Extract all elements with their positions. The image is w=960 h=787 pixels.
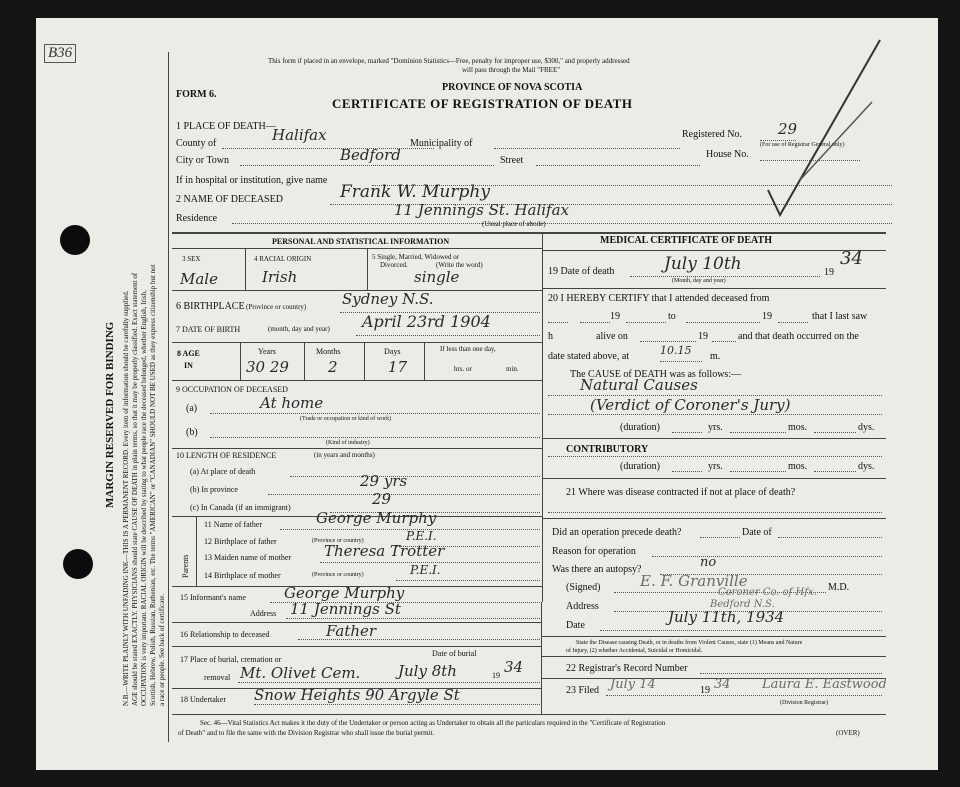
racial-origin-value: Irish <box>262 268 298 286</box>
municipality-label: Municipality of <box>410 138 473 149</box>
certify-from-year: 19 <box>610 311 620 322</box>
residence-label: Residence <box>176 213 218 224</box>
county-label: County of <box>176 138 217 149</box>
burial-date-value: July 8th <box>398 662 457 680</box>
name-of-deceased-value: Frank W. Murphy <box>340 182 490 202</box>
parents-label: Parents <box>181 554 190 578</box>
residence-a-label: (a) At place of death <box>190 467 256 476</box>
footer-line-1: Sec. 46—Vital Statistics Act makes it the duty of the Undertaker or person acting as Undertaker to obtain all the particulars required in the "Certificate of Registration <box>200 719 666 727</box>
undertaker-value: Snow Heights 90 Argyle St <box>254 686 460 704</box>
residence-c-value: 29 <box>372 490 392 508</box>
autopsy-label: Was there an autopsy? <box>552 564 642 575</box>
margin-note-3: OCCUPATION is very important. RACIAL ORIGIN will be described by stating to what people race the deceased belonged, whether English, Irish, <box>140 290 148 706</box>
mother-name-label: 13 Maiden name of mother <box>204 553 292 562</box>
certify-text: 20 I HEREBY CERTIFY that I attended deceased from <box>548 293 770 304</box>
province-heading: PROVINCE OF NOVA SCOTIA <box>442 82 583 93</box>
binding-hole-bottom <box>63 549 93 579</box>
dys-label-2: dys. <box>858 461 875 472</box>
months-label: Months <box>316 347 341 356</box>
signed-address-label: Address <box>566 601 599 612</box>
medical-heading: MEDICAL CERTIFICATE OF DEATH <box>600 235 772 246</box>
alive-on-label: alive on <box>596 331 628 342</box>
footer-line-2: of Death" and to file the same with the Division Registrar who shall issue the burial permit. <box>178 729 435 737</box>
relationship-label: 16 Relationship to deceased <box>180 630 270 639</box>
dob-value: April 23rd 1904 <box>362 312 491 331</box>
cause-value-2: (Verdict of Coroner's Jury) <box>590 396 791 414</box>
relationship-value: Father <box>326 622 377 640</box>
md-label: M.D. <box>828 582 850 593</box>
signed-date-value: July 11th, 1934 <box>668 608 785 626</box>
margin-rule <box>168 52 169 742</box>
informant-address-value: 11 Jennings St <box>290 600 401 618</box>
last-saw-label: that I last saw <box>812 311 868 322</box>
registered-value: 29 <box>778 120 798 138</box>
father-birthplace-note: (Province or country) <box>312 538 364 544</box>
registered-label: Registered No. <box>682 129 742 140</box>
informant-value: George Murphy <box>284 584 405 602</box>
street-label: Street <box>500 155 524 166</box>
signed-value: E. F. Granville <box>640 572 748 590</box>
date-of-death-label: 19 Date of death <box>548 266 615 277</box>
contracted-label: 21 Where was disease contracted if not at place of death? <box>566 487 796 498</box>
age-years-value: 30 29 <box>246 358 289 376</box>
mother-birthplace-note: (Province or country) <box>312 572 364 578</box>
binding-hole-top <box>60 225 90 255</box>
mother-birthplace-value: P.E.I. <box>410 563 441 577</box>
death-year-value: 34 <box>840 248 863 269</box>
birthplace-note: (Province or country) <box>246 303 307 311</box>
hospital-label: If in hospital or institution, give name <box>176 175 328 186</box>
burial-year-prefix: 19 <box>492 671 500 680</box>
name-of-deceased-label: 2 NAME OF DECEASED <box>176 194 283 205</box>
father-name-value: George Murphy <box>316 509 437 527</box>
mos-label-2: mos. <box>788 461 808 472</box>
years-label: Years <box>258 347 276 356</box>
stated-above-label: date stated above, at <box>548 351 630 362</box>
county-value: Halifax <box>272 126 327 144</box>
marital-note: (Write the word) <box>436 261 483 269</box>
occupation-a-value: At home <box>260 394 324 412</box>
informant-label: 15 Informant's name <box>180 593 246 602</box>
margin-note-2: AGE should be stated EXACTLY. PHYSICIANS should state CAUSE OF DEATH in plain terms, so that it may be properly classified. Exact statement of <box>131 272 139 706</box>
date-of-death-value: July 10th <box>664 254 742 274</box>
informant-address-label: Address <box>250 609 277 618</box>
check-mark-stroke <box>740 30 890 220</box>
place-of-death-heading: 1 PLACE OF DEATH— <box>176 121 276 132</box>
filed-value: July 14 <box>610 677 656 692</box>
marital-value: single <box>414 268 460 286</box>
personal-heading: PERSONAL AND STATISTICAL INFORMATION <box>272 237 450 246</box>
footnote-1: State the Disease causing Death, or in deaths from Violent Causes, state (1) Means and Nature <box>576 640 803 646</box>
city-value: Bedford <box>340 146 401 164</box>
burial-label-2: removal <box>204 673 231 682</box>
footnote-2: of Injury, (2) whether Accidental, Suicidal or Homicidal. <box>566 648 703 654</box>
dob-label: 7 DATE OF BIRTH <box>176 325 241 334</box>
sex-value: Male <box>180 270 218 288</box>
age-days-value: 17 <box>388 358 408 376</box>
birthplace-value: Sydney N.S. <box>342 290 434 308</box>
mos-label-1: mos. <box>788 422 808 433</box>
undertaker-label: 18 Undertaker <box>180 695 226 704</box>
residence-c-label: (c) In Canada (if an immigrant) <box>190 503 291 512</box>
md-note: Coroner Co. of Hfx. <box>718 587 817 598</box>
operation-date-label: Date of <box>742 527 772 538</box>
mother-birthplace-label: 14 Birthplace of mother <box>204 571 281 580</box>
father-name-label: 11 Name of father <box>204 520 263 529</box>
duration-label-2: (duration) <box>620 461 660 472</box>
registrar-note: (For use of Registrar General only) <box>760 142 845 148</box>
registrar-value: Laura E. Eastwood <box>762 677 887 692</box>
reason-label: Reason for operation <box>552 546 636 557</box>
age-label-1: 8 AGE <box>177 349 200 358</box>
racial-origin-label: 4 RACIAL ORIGIN <box>254 255 312 263</box>
occupation-a-note: (Trade or occupation or kind of work) <box>300 416 392 422</box>
form-number: FORM 6. <box>176 89 217 100</box>
signed-date-label: Date <box>566 620 585 631</box>
margin-title: MARGIN RESERVED FOR BINDING <box>104 321 116 508</box>
burial-label-1: 17 Place of burial, cremation or <box>180 655 282 664</box>
min-label: min. <box>506 365 519 373</box>
occupation-a-label: (a) <box>186 403 198 414</box>
signed-address-value: Bedford N.S. <box>710 599 775 610</box>
certify-to-year: 19 <box>762 311 772 322</box>
house-no-label: House No. <box>706 149 749 160</box>
residence-b-label: (b) In province <box>190 485 238 494</box>
division-registrar-note: (Division Registrar) <box>780 700 829 706</box>
birthplace-label: 6 BIRTHPLACE <box>176 301 245 312</box>
mail-notice-1: This form if placed in an envelope, marked "Dominion Statistics—Free, penalty for improper use, $300," and properly addressed <box>268 57 630 65</box>
duration-label-1: (duration) <box>620 422 660 433</box>
record-number-label: 22 Registrar's Record Number <box>566 663 688 674</box>
cause-value-1: Natural Causes <box>580 376 698 394</box>
h-label: h <box>548 331 553 342</box>
filed-year-prefix: 19 <box>700 685 710 696</box>
death-year-prefix: 19 <box>824 267 834 278</box>
filed-year-value: 34 <box>714 677 731 692</box>
yrs-label-1: yrs. <box>708 422 723 433</box>
signed-label: (Signed) <box>566 582 601 593</box>
mail-notice-2: will pass through the Mail "FREE" <box>462 66 561 74</box>
contributory-label: CONTRIBUTORY <box>566 444 649 455</box>
occupation-label: 9 OCCUPATION OF DECEASED <box>176 385 288 394</box>
sex-label: 3 SEX <box>182 255 201 263</box>
abode-note: (Usual place of abode) <box>482 220 546 228</box>
certify-to-label: to <box>668 311 676 322</box>
mother-name-value: Theresa Trotter <box>324 542 445 560</box>
hrs-label: hrs. or <box>454 365 472 373</box>
alive-year: 19 <box>698 331 708 342</box>
marital-label-1: 5 Single, Married, Widowed or <box>372 253 460 261</box>
father-birthplace-value: P.E.I. <box>406 529 437 543</box>
margin-note-1: N.B.—WRITE PLAINLY WITH UNFADING INK—THIS IS A PERMANENT RECORD. Every item of information should be carefully supplied. <box>122 290 130 706</box>
days-label: Days <box>384 347 401 356</box>
certificate-title: CERTIFICATE OF REGISTRATION OF DEATH <box>332 96 633 111</box>
meridian-label: m. <box>710 351 721 362</box>
margin-note-4: Scottish, Hebrew, Polish, Russian, Ruthenian, etc. The terms "AMERICAN" or "CANADIAN" SHOULD NOT BE USED as they express citizenship but not <box>149 264 157 706</box>
marital-label-2: Divorced. <box>380 261 408 269</box>
dob-note: (month, day and year) <box>268 325 330 333</box>
residence-length-heading: 10 LENGTH OF RESIDENCE <box>176 451 277 460</box>
time-of-death-value: 10.15 <box>660 344 692 357</box>
residence-b-value: 29 yrs <box>360 472 408 490</box>
margin-note-5: a race or people. See back of certificate. <box>158 593 166 706</box>
date-of-death-note: (Month, day and year) <box>672 278 726 284</box>
occupation-b-note: (Kind of industry) <box>326 440 370 446</box>
burial-place-value: Mt. Olivet Cem. <box>240 664 361 682</box>
footer-over: (OVER) <box>836 729 860 737</box>
dys-label-1: dys. <box>858 422 875 433</box>
occurred-text: and that death occurred on the <box>738 331 859 342</box>
residence-length-note: (in years and months) <box>314 451 375 459</box>
yrs-label-2: yrs. <box>708 461 723 472</box>
operation-label: Did an operation precede death? <box>552 527 682 538</box>
residence-value: 11 Jennings St. Halifax <box>394 201 570 219</box>
age-months-value: 2 <box>328 358 338 376</box>
age-label-2: IN <box>184 361 193 370</box>
occupation-b-label: (b) <box>186 427 198 438</box>
burial-year-value: 34 <box>504 658 524 676</box>
father-birthplace-label: 12 Birthplace of father <box>204 537 277 546</box>
corner-note: B36 <box>44 44 76 63</box>
less-than-day-label: If less than one day, <box>440 345 496 353</box>
autopsy-value: no <box>700 555 717 570</box>
date-of-burial-label: Date of burial <box>432 649 477 658</box>
filed-label: 23 Filed <box>566 685 600 696</box>
city-label: City or Town <box>176 155 230 166</box>
cause-label: The CAUSE of DEATH was as follows:— <box>570 369 742 380</box>
